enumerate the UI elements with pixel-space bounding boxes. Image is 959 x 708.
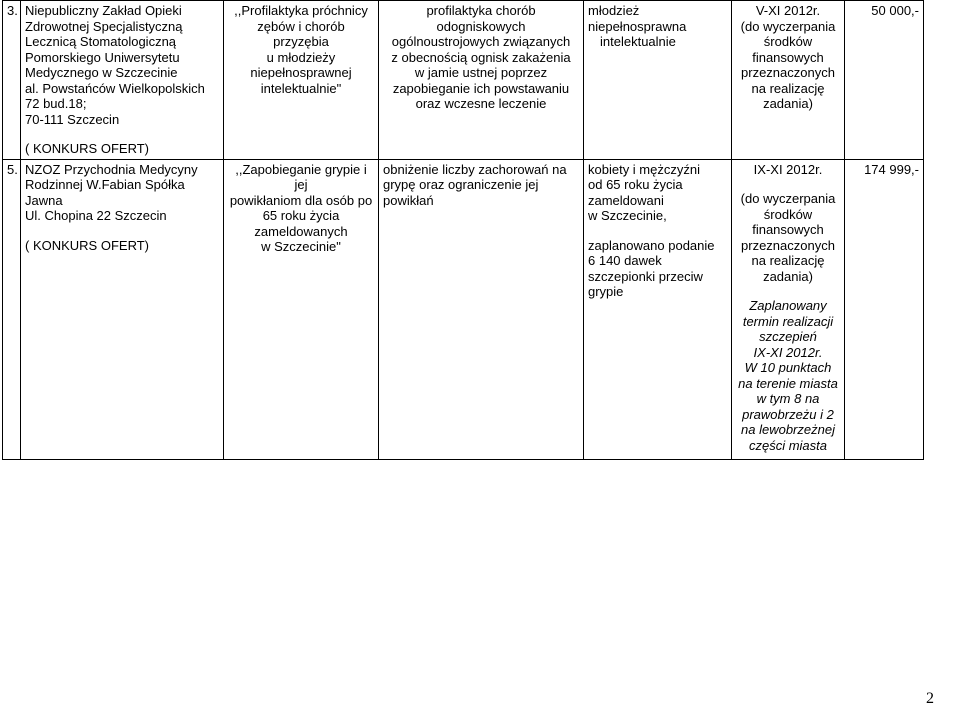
term-line: przeznaczonych bbox=[741, 65, 835, 80]
term-note-line: W 10 punktach bbox=[744, 360, 832, 375]
target-line: zameldowani bbox=[588, 192, 664, 208]
spacer bbox=[736, 284, 840, 298]
term-line: finansowych bbox=[752, 49, 824, 65]
term-note-line: termin realizacji bbox=[742, 313, 834, 329]
term-line: środków bbox=[763, 206, 813, 222]
term-note-line: prawobrzeżu i 2 bbox=[742, 406, 834, 422]
term-line: (do wyczerpania bbox=[740, 191, 836, 206]
term-line: zadania) bbox=[763, 268, 813, 284]
target-group-cell bbox=[584, 1, 732, 160]
term-note-line: części miasta bbox=[748, 437, 828, 453]
entity-line: Medycznego w Szczecinie bbox=[25, 65, 178, 80]
entity-cell bbox=[21, 1, 224, 160]
term-line: IX-XI 2012r. bbox=[753, 161, 823, 177]
task-title-cell bbox=[224, 159, 379, 459]
spacer bbox=[25, 224, 219, 238]
entity-line: Zdrowotnej Specjalistyczną bbox=[25, 18, 183, 34]
term-line: zadania) bbox=[763, 96, 813, 111]
title-line: w Szczecinie" bbox=[261, 239, 341, 254]
target-line: 6 140 dawek bbox=[588, 253, 662, 268]
entity-line: Niepubliczny Zakład Opieki bbox=[25, 3, 182, 18]
goal-line: powikłań bbox=[383, 192, 434, 208]
entity-line: 72 bud.18; bbox=[25, 96, 87, 111]
goal-line: zapobieganie ich powstawaniu bbox=[392, 80, 570, 96]
title-line: zameldowanych bbox=[254, 223, 348, 239]
title-line: niepełnosprawnej bbox=[250, 65, 352, 80]
spacer bbox=[25, 127, 219, 141]
goal-line: profilaktyka chorób bbox=[426, 3, 536, 18]
competition-label: ( KONKURS OFERT) bbox=[25, 237, 149, 253]
target-group-cell bbox=[584, 159, 732, 459]
competition-label: ( KONKURS OFERT) bbox=[25, 141, 149, 156]
term-note-line: na terenie miasta bbox=[738, 375, 838, 391]
goal-line: z obecnością ognisk zakażenia bbox=[391, 49, 571, 65]
target-line: kobiety i mężczyźni bbox=[588, 161, 700, 177]
entity-line: al. Powstańców Wielkopolskich bbox=[25, 80, 205, 96]
page-number: 2 bbox=[926, 690, 934, 707]
target-line: w Szczecinie, bbox=[588, 208, 667, 223]
term-cell bbox=[732, 1, 845, 160]
target-line: niepełnosprawna bbox=[588, 18, 687, 34]
term-line: V-XI 2012r. bbox=[755, 3, 821, 18]
term-note-line: szczepień bbox=[759, 329, 817, 344]
goal-cell bbox=[379, 1, 584, 160]
amount-cell: 174 999,- bbox=[845, 159, 924, 459]
entity-line: Pomorskiego Uniwersytetu bbox=[25, 49, 180, 65]
term-line: finansowych bbox=[752, 222, 824, 237]
goal-line: w jamie ustnej poprzez bbox=[414, 65, 548, 80]
goal-line: ogólnoustrojowych związanych bbox=[391, 34, 571, 49]
term-line: na realizację bbox=[751, 80, 825, 96]
term-note-line: w tym 8 na bbox=[756, 391, 820, 406]
title-line: zębów i chorób przyzębia bbox=[257, 18, 345, 49]
target-line: szczepionki przeciw bbox=[588, 268, 703, 284]
entity-cell bbox=[21, 159, 224, 459]
target-line: intelektualnie bbox=[600, 34, 676, 49]
goal-line: odogniskowych bbox=[436, 18, 526, 34]
table-row bbox=[3, 159, 957, 459]
row-number: 3. bbox=[3, 1, 21, 160]
entity-line: Rodzinnej W.Fabian Spółka bbox=[25, 177, 185, 192]
entity-line: Jawna bbox=[25, 192, 63, 208]
target-line: grypie bbox=[588, 284, 624, 299]
term-line: środków bbox=[763, 34, 813, 49]
term-note-line: Zaplanowany bbox=[749, 298, 827, 313]
entity-line: Lecznicą Stomatologiczną bbox=[25, 34, 177, 49]
title-line: u młodzieży bbox=[266, 49, 336, 65]
term-cell bbox=[732, 159, 845, 459]
title-line: intelektualnie" bbox=[260, 80, 342, 96]
entity-line: NZOZ Przychodnia Medycyny bbox=[25, 161, 198, 177]
term-line: na realizację bbox=[751, 253, 825, 268]
spacer bbox=[736, 177, 840, 191]
target-line: zaplanowano podanie bbox=[588, 237, 715, 253]
entity-line: 70-111 Szczecin bbox=[25, 111, 120, 127]
target-line: od 65 roku życia bbox=[588, 177, 683, 192]
entity-line: Ul. Chopina 22 Szczecin bbox=[25, 208, 167, 223]
goal-line: grypę oraz ograniczenie jej bbox=[383, 177, 539, 192]
title-line: ,,Zapobieganie grypie i jej bbox=[235, 161, 367, 192]
term-note-line: IX-XI 2012r. bbox=[753, 344, 823, 360]
target-line: młodzież bbox=[588, 3, 640, 18]
title-line: powikłaniom dla osób po bbox=[229, 192, 373, 208]
title-line: 65 roku życia bbox=[262, 208, 340, 223]
task-title-cell bbox=[224, 1, 379, 160]
term-note-line: na lewobrzeżnej bbox=[741, 422, 835, 437]
term-line: przeznaczonych bbox=[741, 237, 835, 253]
goal-line: obniżenie liczby zachorowań na bbox=[383, 161, 567, 177]
spacer bbox=[588, 224, 727, 238]
title-line: ,,Profilaktyka próchnicy bbox=[234, 3, 368, 18]
goal-line: oraz wczesne leczenie bbox=[415, 96, 547, 111]
goal-cell bbox=[379, 159, 584, 459]
grants-table bbox=[2, 0, 957, 460]
table-row bbox=[3, 1, 957, 160]
row-number: 5. bbox=[3, 159, 21, 459]
term-line: (do wyczerpania bbox=[740, 18, 836, 34]
amount-cell: 50 000,- bbox=[845, 1, 924, 160]
